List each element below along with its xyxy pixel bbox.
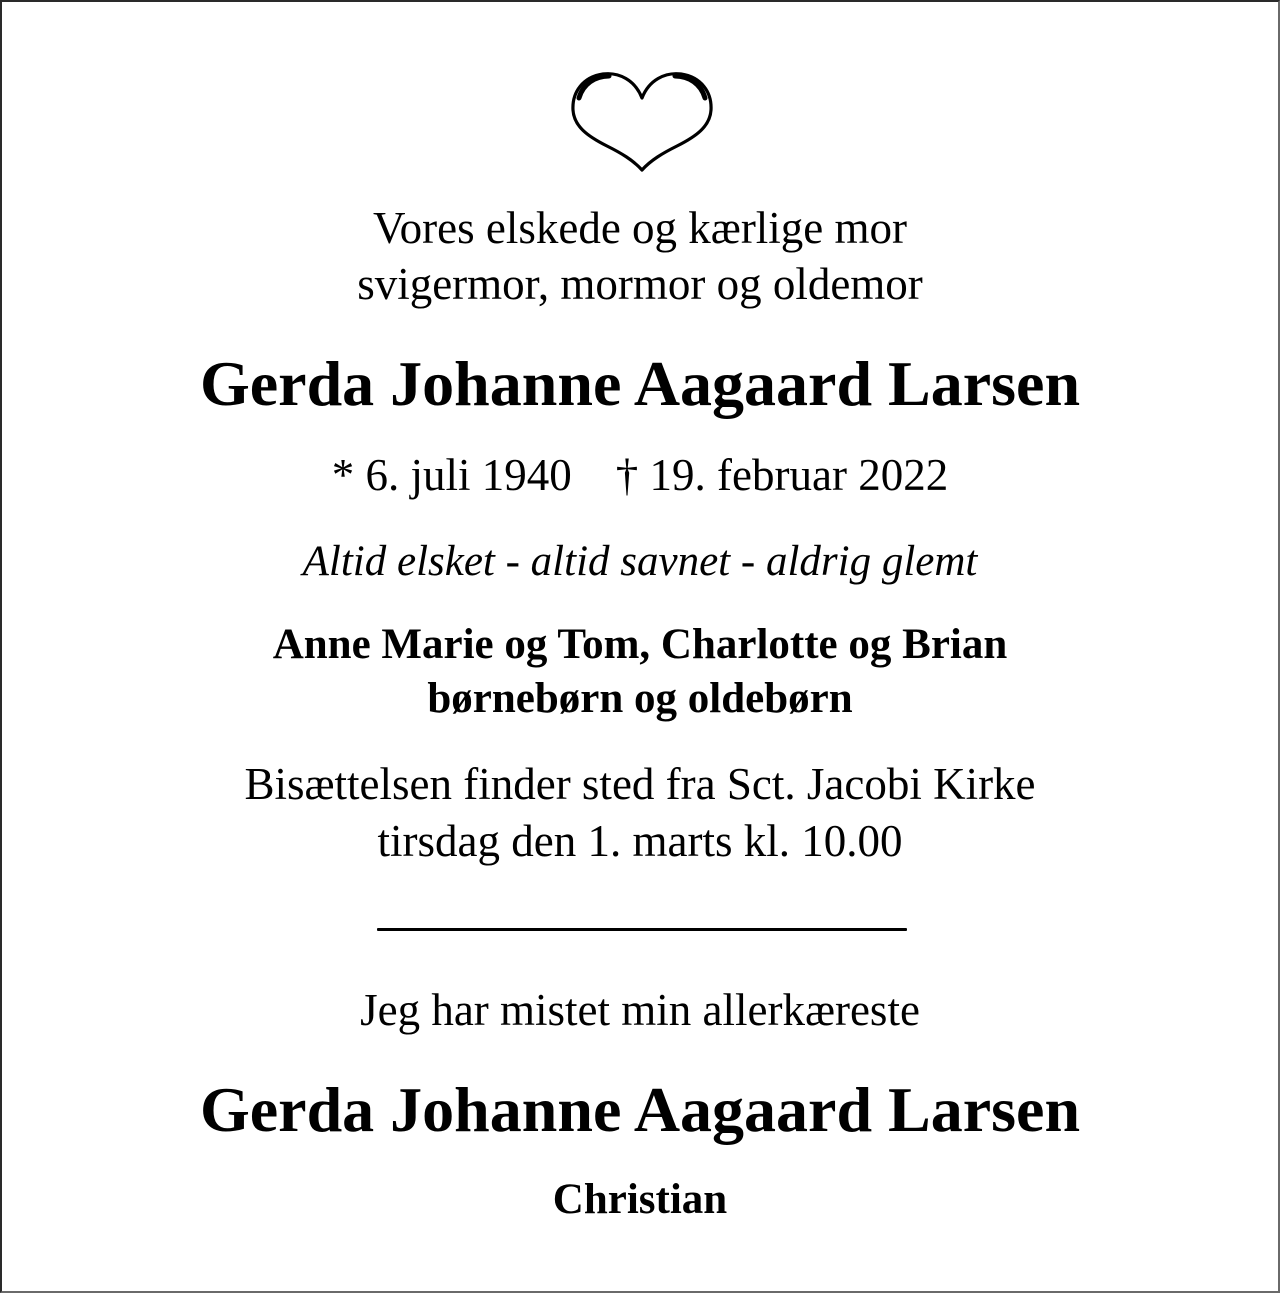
service-line-1: Bisættelsen finder sted fra Sct. Jacobi Kirke: [244, 759, 1036, 809]
service-line-2: tirsdag den 1. marts kl. 10.00: [377, 816, 903, 866]
intro-line-2: svigermor, mormor og oldemor: [357, 259, 923, 309]
intro-line-1: Vores elskede og kærlige mor: [372, 203, 908, 253]
family-line-2: børnebørn og oldebørn: [427, 675, 853, 722]
motto: Altid elsket - altid savnet - aldrig glemt: [302, 538, 978, 585]
born-date: 6. juli 1940: [365, 450, 572, 500]
died-date: 19. februar 2022: [649, 450, 949, 500]
life-dates: [2, 450, 1278, 500]
heart-outline-icon: [569, 68, 715, 172]
second-intro: Jeg har mistet min allerkæreste: [360, 985, 920, 1035]
deceased-name: Gerda Johanne Aagaard Larsen: [199, 348, 1081, 419]
born-symbol: *: [331, 450, 355, 500]
divider: [377, 928, 907, 931]
signer-name: Christian: [552, 1176, 728, 1223]
family-line-1: Anne Marie og Tom, Charlotte og Brian: [272, 621, 1008, 668]
cross-icon: †: [615, 450, 639, 500]
second-deceased-name: Gerda Johanne Aagaard Larsen: [199, 1074, 1081, 1145]
